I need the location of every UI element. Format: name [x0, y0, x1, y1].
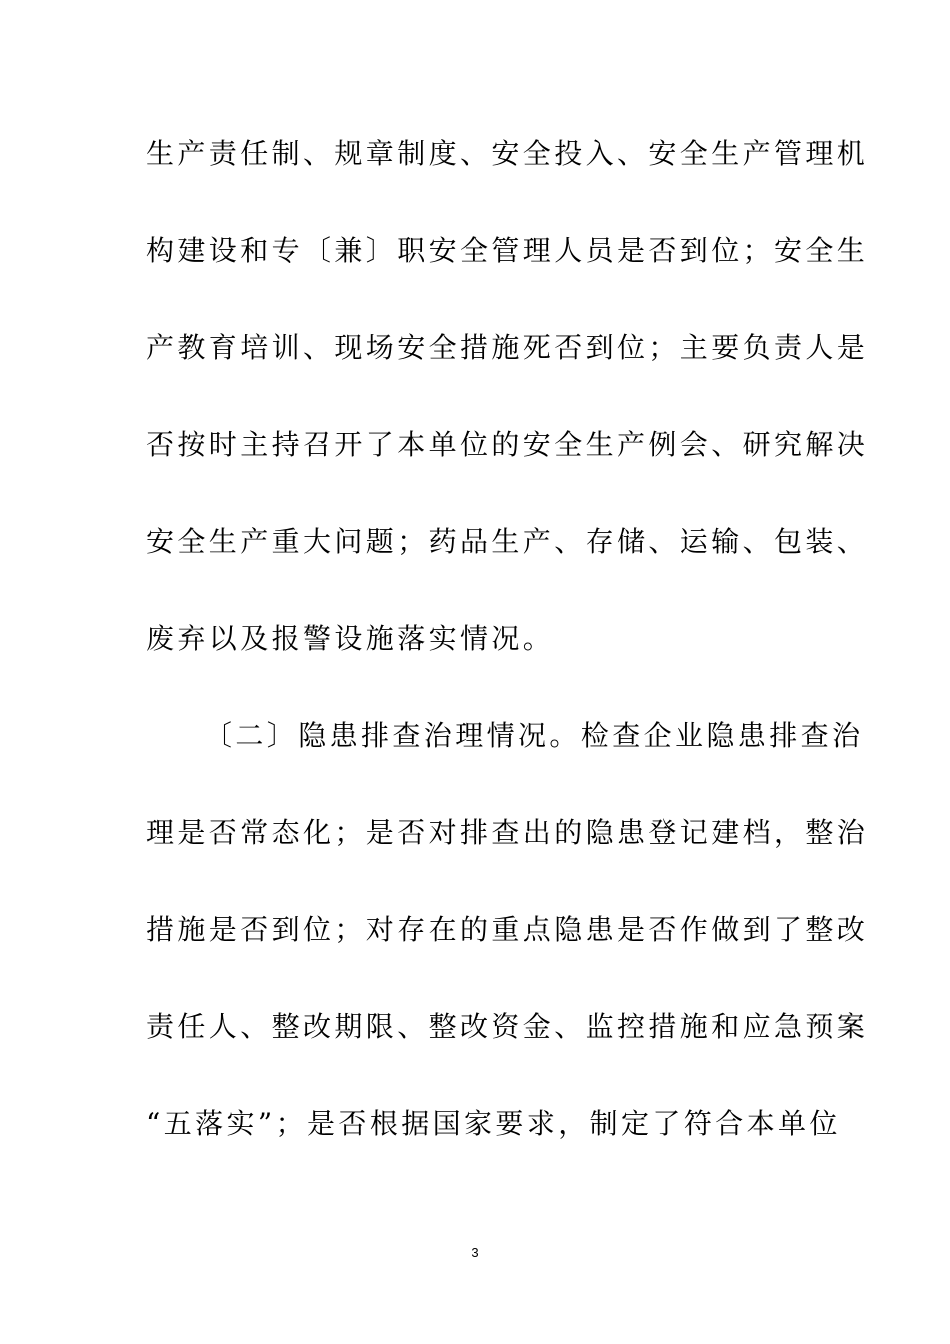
text-line-9: 措施是否到位；对存在的重点隐患是否作做到了整改	[146, 913, 869, 946]
text-line-8: 理是否常态化；是否对排查出的隐患登记建档，整治	[146, 816, 869, 849]
text-line-7: 〔二〕隐患排查治理情况。检查企业隐患排查治	[204, 719, 864, 752]
text-line-5: 安全生产重大问题；药品生产、存储、运输、包装、	[146, 525, 869, 558]
text-line-10: 责任人、整改期限、整改资金、监控措施和应急预案	[146, 1010, 869, 1043]
text-line-6: 废弃以及报警设施落实情况。	[146, 622, 555, 655]
text-line-11: “五落实”；是否根据国家要求，制定了符合本单位	[146, 1107, 841, 1140]
text-line-4: 否按时主持召开了本单位的安全生产例会、研究解决	[146, 428, 869, 461]
text-line-2: 构建设和专〔兼〕职安全管理人员是否到位；安全生	[146, 234, 869, 267]
text-line-3: 产教育培训、现场安全措施死否到位；主要负责人是	[146, 331, 869, 364]
text-line-1: 生产责任制、规章制度、安全投入、安全生产管理机	[146, 137, 869, 170]
page-number: 3	[471, 1245, 479, 1260]
